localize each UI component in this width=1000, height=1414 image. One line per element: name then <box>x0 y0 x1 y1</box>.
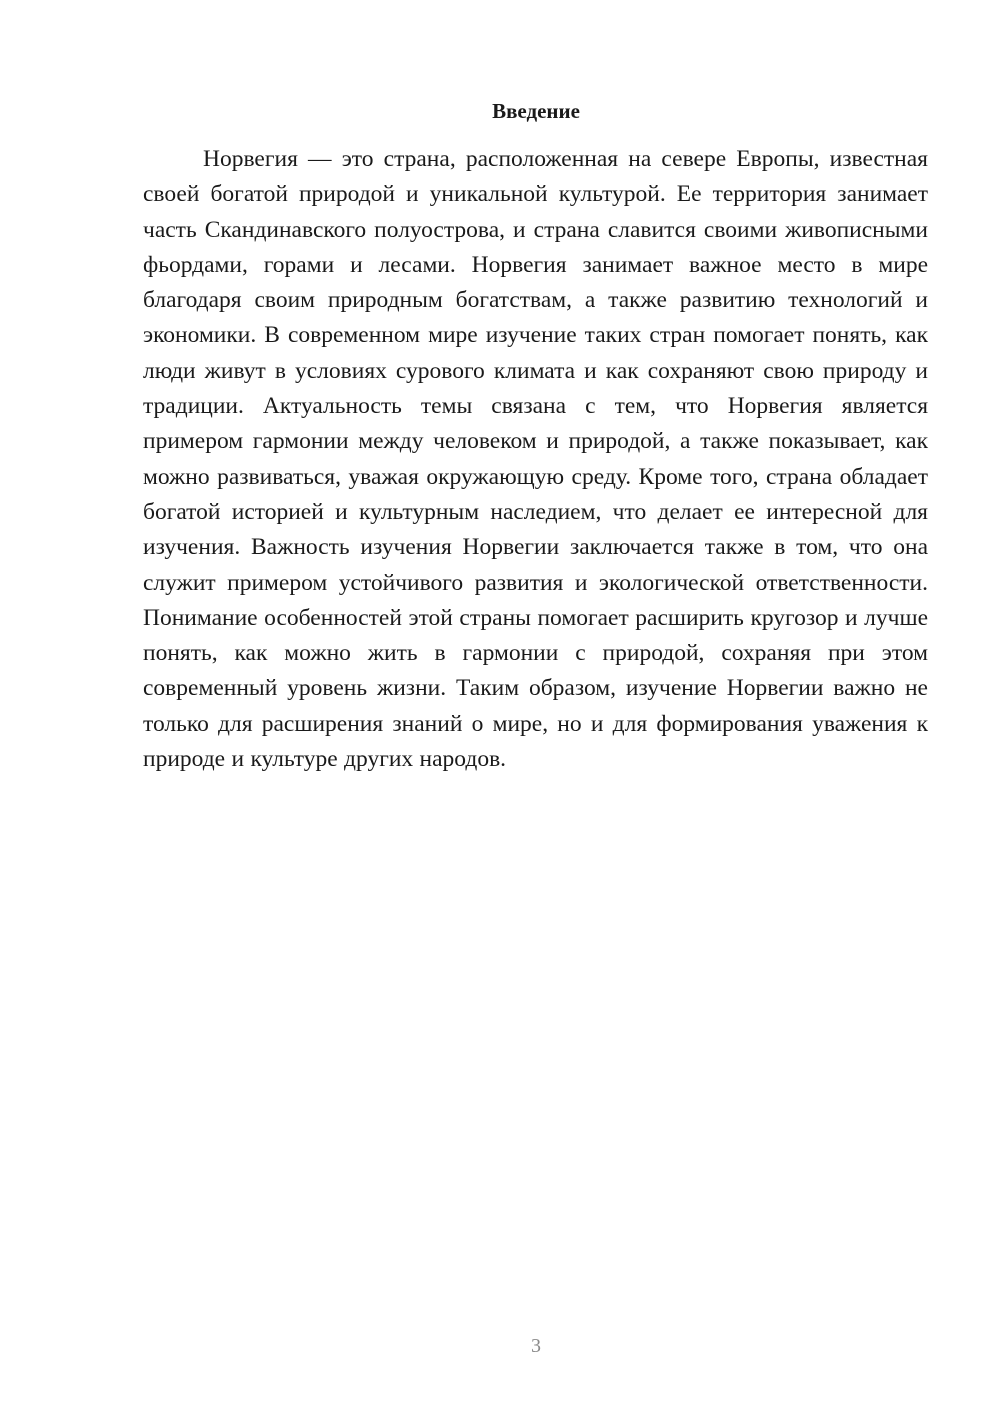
intro-paragraph: Норвегия — это страна, расположенная на севере Европы, известная своей богатой природой и уникальной культурой. Ее территория занимает часть Скандинавского полуострова, и страна славится своими живописными фьордами, горами и лесами. Норвегия занимает важное место в мире благодаря своим природным богатствам, а также развитию технологий и экономики. В современном мире изучение таких стран помогает понять, как люди живут в условиях сурового климата и как сохраняют свою природу и традиции. Актуальность темы связана с тем, что Норвегия является примером гармонии между человеком и природой, а также показывает, как можно развиваться, уважая окружающую среду. Кроме того, страна обладает богатой историей и культурным наследием, что делает ее интересной для изучения. Важность изучения Норвегии заключается также в том, что она служит примером устойчивого развития и экологической ответственности. Понимание особенностей этой страны помогает расширить кругозор и лучше понять, как можно жить в гармонии с природой, сохраняя при этом современный уровень жизни. Таким образом, изучение Норвегии важно не только для расширения знаний о мире, но и для формирования уважения к природе и культуре других народов. <box>143 146 928 773</box>
section-heading: Введение <box>492 99 580 123</box>
page-number: 3 <box>531 1335 541 1357</box>
